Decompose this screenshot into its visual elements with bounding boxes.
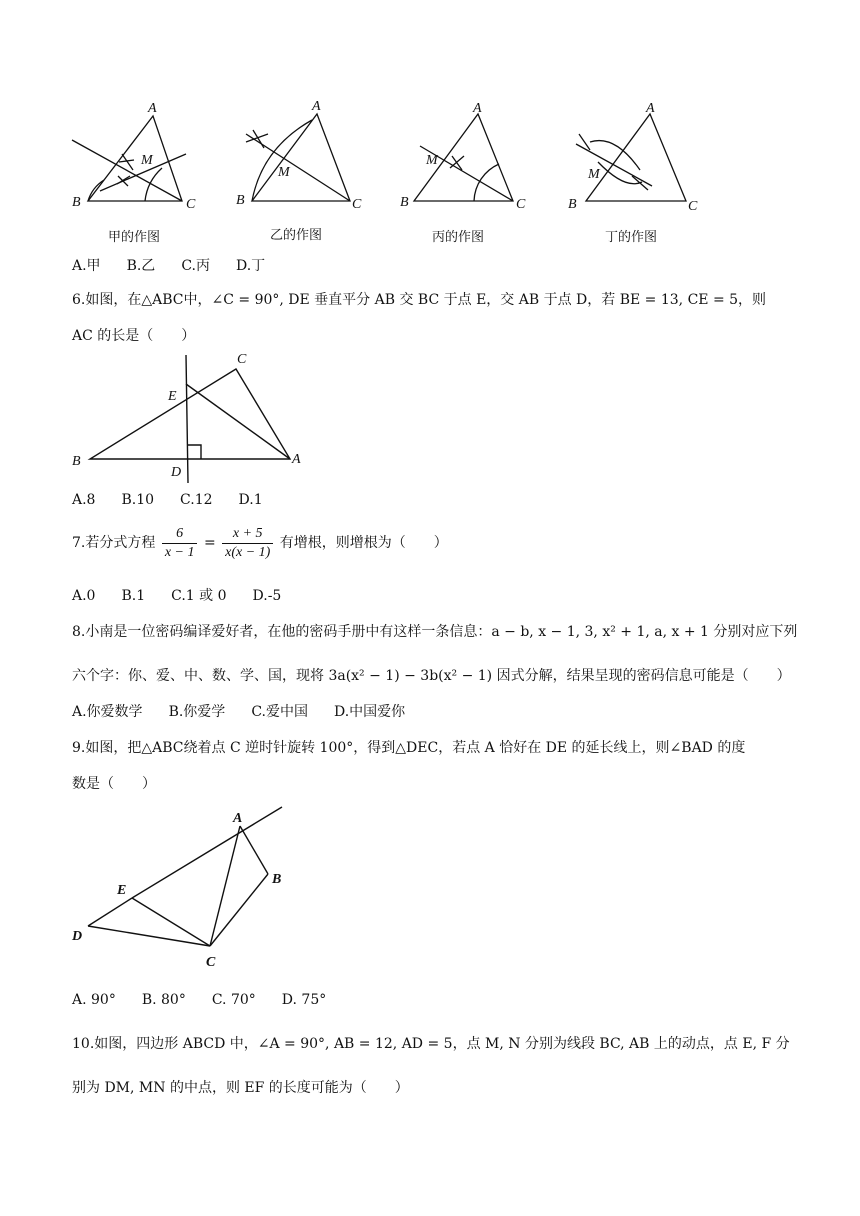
q8-options <box>72 702 431 722</box>
q5-caption-jia: 甲的作图 <box>108 230 161 245</box>
q7-frac1-numerator: 6 <box>162 525 198 544</box>
q5-caption-yi: 乙的作图 <box>270 228 323 243</box>
q7-frac1-denominator: x − 1 <box>164 544 195 560</box>
q5-bing-label-A: A <box>473 101 482 116</box>
q6-option-d[interactable]: D.1 <box>238 492 263 508</box>
q6-text-line1: 6.如图，在△ABC中，∠C = 90°, DE 垂直平分 AB 交 BC 于点 E，交 AB 于点 D，若 BE = 13, CE = 5，则 <box>72 292 767 308</box>
q7-suffix: 有增根，则增根为（ ） <box>279 535 448 551</box>
q6-label-B: B <box>72 454 81 469</box>
q9-figure <box>60 800 300 980</box>
q7-option-c[interactable]: C.1 或 0 <box>171 588 227 604</box>
q7-fraction-2 <box>222 525 273 562</box>
q5-option-a[interactable]: A.甲 <box>72 258 101 274</box>
q7-option-a[interactable]: A.0 <box>72 588 96 604</box>
q8-text-line2: 六个字：你、爱、中、数、学、国，现将 3a(x² − 1) − 3b(x² − 1) 因式分解，结果呈现的密码信息可能是（ ） <box>72 668 791 684</box>
q9-label-A: A <box>233 811 243 826</box>
q5-ding-label-C: C <box>688 199 698 214</box>
q5-ding-label-A: A <box>646 101 655 116</box>
q5-jia-label-M: M <box>141 153 153 168</box>
q7-option-d[interactable]: D.-5 <box>252 588 282 604</box>
q5-jia-label-B: B <box>72 195 81 210</box>
q5-ding-label-B: B <box>568 197 577 212</box>
q9-label-B: B <box>272 872 282 887</box>
q9-label-D: D <box>72 929 83 944</box>
q9-label-E: E <box>117 883 127 898</box>
q8-text-line1: 8.小南是一位密码编译爱好者，在他的密码手册中有这样一条信息：a − b, x − 1, 3, x² + 1, a, x + 1 分别对应下列 <box>72 624 798 640</box>
q7-prefix: 7.若分式方程 <box>72 535 156 551</box>
q9-option-d[interactable]: D. 75° <box>281 992 327 1008</box>
q9-options <box>72 990 352 1010</box>
q7-equals: = <box>203 535 216 551</box>
q10-text-line1: 10.如图，四边形 ABCD 中，∠A = 90°, AB = 12, AD = 5，点 M, N 分别为线段 BC, AB 上的动点，点 E, F 分 <box>72 1036 790 1052</box>
q5-ding-label-M: M <box>588 167 600 182</box>
q5-bing-label-B: B <box>400 195 409 210</box>
q7-frac2-numerator: x + 5 <box>222 525 273 544</box>
q5-option-b[interactable]: B.乙 <box>126 258 156 274</box>
q9-option-c[interactable]: C. 70° <box>211 992 256 1008</box>
q7-option-b[interactable]: B.1 <box>121 588 146 604</box>
q5-caption-ding: 丁的作图 <box>605 230 658 245</box>
q5-bing-label-C: C <box>516 197 526 212</box>
q5-bing-label-M: M <box>426 153 438 168</box>
q6-option-b[interactable]: B.10 <box>121 492 155 508</box>
q9-text-line1: 9.如图，把△ABC绕着点 C 逆时针旋转 100°，得到△DEC，若点 A 恰好在 DE 的延长线上，则∠BAD 的度 <box>72 740 746 756</box>
q5-option-c[interactable]: C.丙 <box>181 258 210 274</box>
q10-text-line2: 别为 DM, MN 的中点，则 EF 的长度可能为（ ） <box>72 1080 409 1096</box>
q5-options <box>72 256 291 276</box>
q5-yi-label-A: A <box>312 99 321 114</box>
q6-label-E: E <box>168 389 177 404</box>
q9-option-b[interactable]: B. 80° <box>141 992 186 1008</box>
q8-option-a[interactable]: A.你爱数学 <box>72 704 143 720</box>
q5-caption-bing: 丙的作图 <box>432 230 485 245</box>
q5-option-d[interactable]: D.丁 <box>235 258 266 274</box>
q9-text-line2: 数是（ ） <box>72 776 156 792</box>
q6-label-A: A <box>292 452 301 467</box>
q8-option-c[interactable]: C.爱中国 <box>251 704 308 720</box>
q7-options <box>72 586 307 606</box>
q9-option-a[interactable]: A. 90° <box>72 992 116 1008</box>
q9-label-C: C <box>206 955 216 970</box>
q7-fraction-1 <box>162 525 198 562</box>
q5-yi-label-M: M <box>278 165 290 180</box>
q8-option-b[interactable]: B.你爱学 <box>168 704 226 720</box>
q6-text-line2: AC 的长是（ ） <box>72 328 196 344</box>
q6-option-c[interactable]: C.12 <box>180 492 213 508</box>
q6-option-a[interactable]: A.8 <box>72 492 96 508</box>
q6-options <box>72 490 289 510</box>
q5-jia-label-C: C <box>186 197 196 212</box>
q7-text <box>72 524 448 562</box>
q8-option-d[interactable]: D.中国爱你 <box>333 704 406 720</box>
q5-jia-label-A: A <box>148 101 157 116</box>
q5-yi-label-C: C <box>352 197 362 212</box>
q6-label-C: C <box>237 352 247 367</box>
q6-label-D: D <box>171 465 182 480</box>
q5-yi-label-B: B <box>236 193 245 208</box>
q7-frac2-denominator: x(x − 1) <box>225 544 271 560</box>
q6-figure <box>60 345 320 485</box>
